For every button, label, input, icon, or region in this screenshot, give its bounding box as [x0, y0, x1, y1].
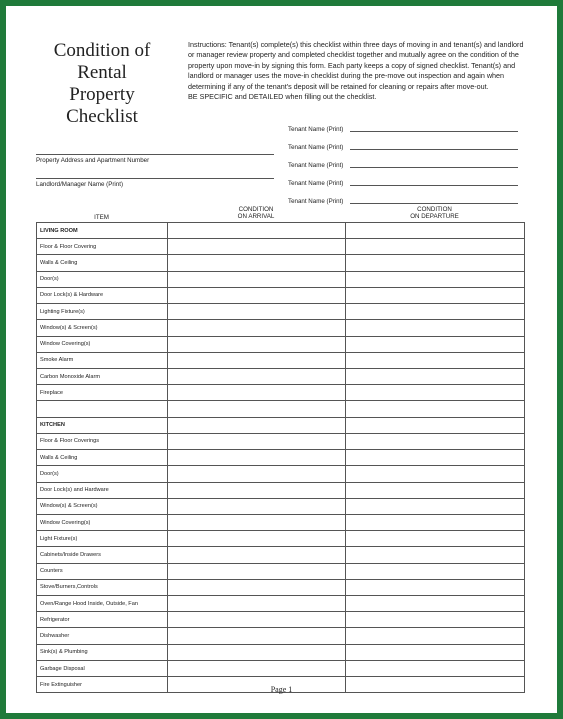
- table-row: [37, 255, 525, 271]
- condition-arrival-cell[interactable]: [168, 385, 346, 401]
- condition-departure-cell[interactable]: [346, 482, 525, 498]
- item-label: Floor & Floor Coverings: [37, 433, 168, 449]
- instructions-text: Instructions: Tenant(s) complete(s) this checklist within three days of moving in and tenant(s) and landlord or manager review property and completed checklist together and mutually agree on the condition of the property upon move-in by signing this form. Each party keeps a copy of signed checklist. Tenant(s) and landlord or manager uses the move-in checklist during the pre-move out inspection and again when determining if any of the tenant's deposit will be retained for cleaning or repairs after move-out.: [188, 40, 524, 91]
- instructions-block: [188, 40, 528, 102]
- instructions-emphasis: BE SPECIFIC and DETAILED when filling out the checklist.: [188, 92, 377, 102]
- tenant-name-field[interactable]: [350, 203, 518, 204]
- checklist-table: [36, 222, 525, 693]
- condition-arrival-cell[interactable]: [168, 482, 346, 498]
- item-label: Window(s) & Screen(s): [37, 320, 168, 336]
- condition-departure-cell[interactable]: [346, 450, 525, 466]
- condition-arrival-cell[interactable]: [168, 612, 346, 628]
- condition-departure-cell[interactable]: [346, 596, 525, 612]
- title-line: Condition of: [53, 40, 151, 61]
- landlord-manager-label: Landlord/Manager Name (Print): [36, 181, 124, 188]
- condition-arrival-cell[interactable]: [168, 271, 346, 287]
- condition-departure-cell[interactable]: [346, 628, 525, 644]
- tenant-name-row: [288, 159, 518, 169]
- section-heading: KITCHEN: [37, 417, 168, 433]
- tenant-name-row: [288, 123, 518, 133]
- item-label: Oven/Range Hood Inside, Outside, Fan: [37, 596, 168, 612]
- condition-departure-cell[interactable]: [346, 531, 525, 547]
- item-label: Smoke Alarm: [37, 352, 168, 368]
- tenant-name-field[interactable]: [350, 167, 518, 168]
- condition-departure-cell[interactable]: [346, 660, 525, 676]
- table-row: [37, 239, 525, 255]
- column-header-arrival-line: ON ARRIVAL: [237, 213, 275, 220]
- condition-arrival-cell[interactable]: [168, 644, 346, 660]
- item-label: Door Lock(s) and Hardware: [37, 482, 168, 498]
- section-row: [37, 417, 525, 433]
- tenant-name-label: Tenant Name (Print): [288, 198, 344, 205]
- section-row: [37, 223, 525, 239]
- table-row: [37, 401, 525, 417]
- table-row: [37, 514, 525, 530]
- item-label: Garbage Disposal: [37, 660, 168, 676]
- checklist-table-body: [37, 223, 525, 693]
- condition-departure-cell[interactable]: [346, 644, 525, 660]
- column-header-arrival: [167, 206, 345, 220]
- table-row: [37, 531, 525, 547]
- tenant-name-field[interactable]: [350, 149, 518, 150]
- table-row: [37, 385, 525, 401]
- condition-departure-cell[interactable]: [346, 336, 525, 352]
- table-row: [37, 352, 525, 368]
- item-label: Cabinets/Inside Drawers: [37, 547, 168, 563]
- condition-departure-cell[interactable]: [346, 433, 525, 449]
- tenant-name-row: [288, 141, 518, 151]
- tenant-name-row: [288, 177, 518, 187]
- condition-arrival-cell[interactable]: [168, 498, 346, 514]
- table-row: [37, 368, 525, 384]
- tenant-name-label: Tenant Name (Print): [288, 144, 344, 151]
- table-row: [37, 466, 525, 482]
- condition-arrival-cell[interactable]: [168, 579, 346, 595]
- condition-arrival-cell[interactable]: [168, 368, 346, 384]
- condition-departure-cell[interactable]: [346, 352, 525, 368]
- table-row: [37, 482, 525, 498]
- condition-departure-cell[interactable]: [346, 223, 525, 239]
- item-label: Window Covering(s): [37, 336, 168, 352]
- condition-arrival-cell[interactable]: [168, 628, 346, 644]
- title-line: Property: [69, 84, 135, 105]
- landlord-manager-field[interactable]: [36, 178, 274, 179]
- checklist-page: [6, 6, 557, 713]
- item-label: Light Fixture(s): [37, 531, 168, 547]
- condition-arrival-cell[interactable]: [168, 401, 346, 417]
- condition-arrival-cell[interactable]: [168, 223, 346, 239]
- condition-departure-cell[interactable]: [346, 514, 525, 530]
- table-row: [37, 336, 525, 352]
- condition-departure-cell[interactable]: [346, 401, 525, 417]
- condition-departure-cell[interactable]: [346, 368, 525, 384]
- table-row: [37, 563, 525, 579]
- item-label: Dishwasher: [37, 628, 168, 644]
- condition-arrival-cell[interactable]: [168, 514, 346, 530]
- column-header-item: ITEM: [94, 214, 109, 221]
- property-address-field[interactable]: [36, 154, 274, 155]
- column-header-arrival-line: CONDITION: [238, 206, 274, 213]
- condition-departure-cell[interactable]: [346, 417, 525, 433]
- table-row: [37, 271, 525, 287]
- condition-departure-cell[interactable]: [346, 563, 525, 579]
- item-label: Refrigerator: [37, 612, 168, 628]
- condition-arrival-cell[interactable]: [168, 352, 346, 368]
- table-row: [37, 433, 525, 449]
- table-row: [37, 547, 525, 563]
- table-row: [37, 450, 525, 466]
- item-label: [37, 401, 168, 417]
- table-row: [37, 596, 525, 612]
- tenant-name-row: [288, 195, 518, 205]
- item-label: Stove/Burners,Controls: [37, 579, 168, 595]
- table-row: [37, 612, 525, 628]
- table-row: [37, 644, 525, 660]
- condition-departure-cell[interactable]: [346, 304, 525, 320]
- item-label: Walls & Ceiling: [37, 255, 168, 271]
- condition-departure-cell[interactable]: [346, 547, 525, 563]
- item-label: Lighting Fixture(s): [37, 304, 168, 320]
- condition-departure-cell[interactable]: [346, 385, 525, 401]
- condition-arrival-cell[interactable]: [168, 239, 346, 255]
- table-row: [37, 498, 525, 514]
- condition-departure-cell[interactable]: [346, 612, 525, 628]
- column-header-departure-line: CONDITION: [417, 206, 452, 213]
- table-row: [37, 579, 525, 595]
- condition-arrival-cell[interactable]: [168, 336, 346, 352]
- condition-arrival-cell[interactable]: [168, 417, 346, 433]
- item-label: Floor & Floor Covering: [37, 239, 168, 255]
- condition-arrival-cell[interactable]: [168, 320, 346, 336]
- title-line: Checklist: [66, 106, 138, 127]
- tenant-name-label: Tenant Name (Print): [288, 126, 344, 133]
- table-row: [37, 628, 525, 644]
- condition-departure-cell[interactable]: [346, 466, 525, 482]
- condition-arrival-cell[interactable]: [168, 450, 346, 466]
- page-number: Page 1: [270, 685, 293, 694]
- condition-arrival-cell[interactable]: [168, 255, 346, 271]
- item-label: Counters: [37, 563, 168, 579]
- item-label: Door(s): [37, 466, 168, 482]
- document-title: [28, 40, 176, 128]
- tenant-name-field[interactable]: [350, 131, 518, 132]
- condition-departure-cell[interactable]: [346, 255, 525, 271]
- table-row: [37, 304, 525, 320]
- condition-arrival-cell[interactable]: [168, 596, 346, 612]
- condition-departure-cell[interactable]: [346, 579, 525, 595]
- item-label: Window(s) & Screen(s): [37, 498, 168, 514]
- table-row: [37, 287, 525, 303]
- section-heading: LIVING ROOM: [37, 223, 168, 239]
- condition-arrival-cell[interactable]: [168, 287, 346, 303]
- item-label: Window Covering(s): [37, 514, 168, 530]
- property-address-label: Property Address and Apartment Number: [36, 157, 150, 164]
- condition-arrival-cell[interactable]: [168, 660, 346, 676]
- condition-arrival-cell[interactable]: [168, 466, 346, 482]
- item-label: Fireplace: [37, 385, 168, 401]
- table-row: [37, 660, 525, 676]
- condition-departure-cell[interactable]: [346, 498, 525, 514]
- column-header-departure: [345, 206, 524, 220]
- tenant-name-label: Tenant Name (Print): [288, 180, 344, 187]
- condition-departure-cell[interactable]: [346, 239, 525, 255]
- condition-arrival-cell[interactable]: [168, 563, 346, 579]
- item-label: Walls & Ceiling: [37, 450, 168, 466]
- item-label: Carbon Monoxide Alarm: [37, 368, 168, 384]
- condition-arrival-cell[interactable]: [168, 531, 346, 547]
- condition-arrival-cell[interactable]: [168, 547, 346, 563]
- title-line: Rental: [77, 62, 127, 83]
- item-label: Door(s): [37, 271, 168, 287]
- tenant-name-label: Tenant Name (Print): [288, 162, 344, 169]
- condition-departure-cell[interactable]: [346, 287, 525, 303]
- item-label: Sink(s) & Plumbing: [37, 644, 168, 660]
- condition-arrival-cell[interactable]: [168, 433, 346, 449]
- condition-departure-cell[interactable]: [346, 320, 525, 336]
- tenant-name-field[interactable]: [350, 185, 518, 186]
- condition-departure-cell[interactable]: [346, 271, 525, 287]
- table-row: [37, 320, 525, 336]
- column-header-departure-line: ON DEPARTURE: [410, 213, 459, 220]
- item-label: Fire Extinguisher: [37, 677, 168, 693]
- item-label: Door Lock(s) & Hardware: [37, 287, 168, 303]
- condition-arrival-cell[interactable]: [168, 304, 346, 320]
